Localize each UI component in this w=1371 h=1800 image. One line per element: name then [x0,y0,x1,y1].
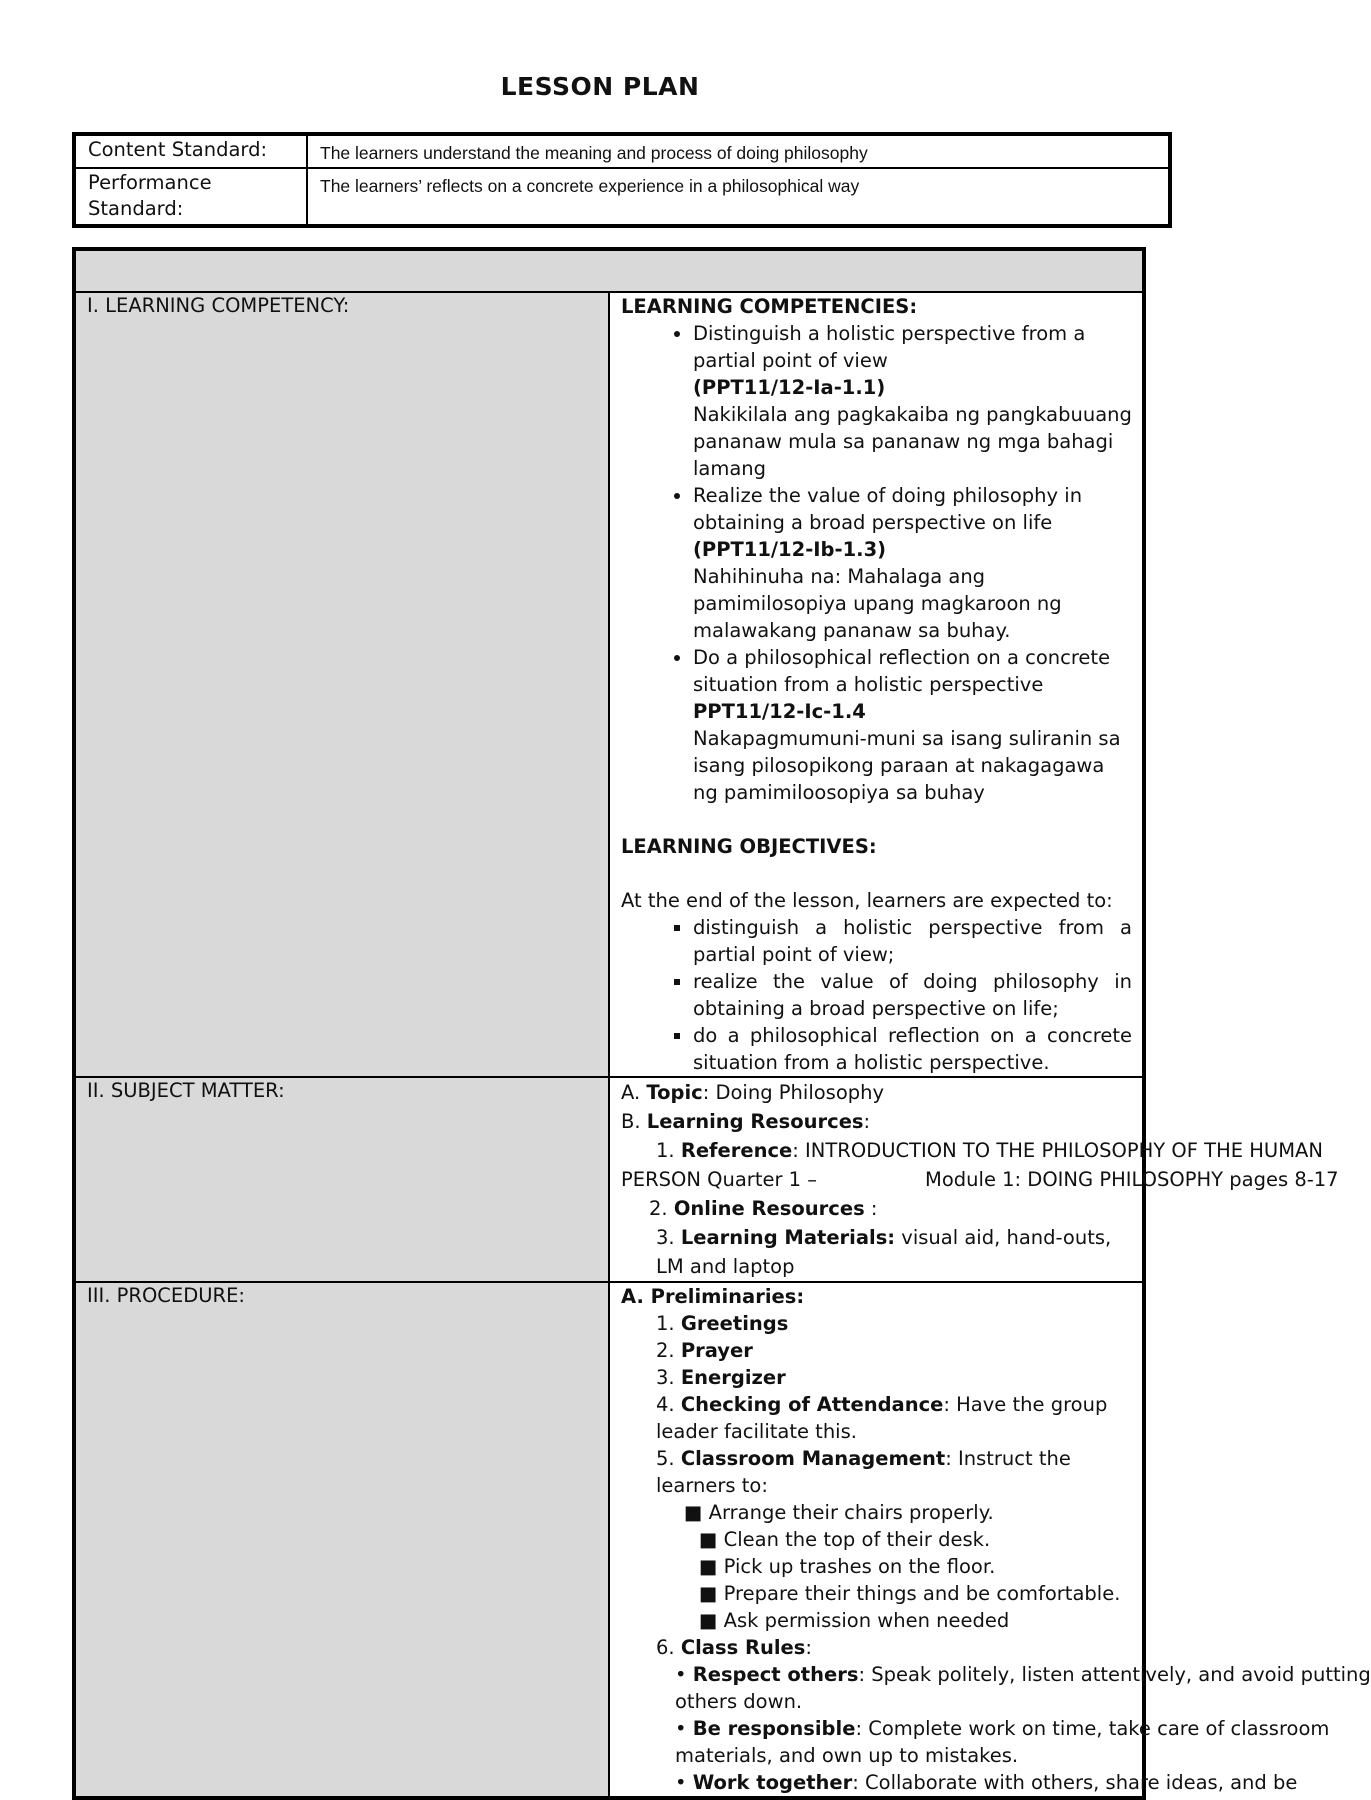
resources-label: Learning Resources [646,1110,864,1133]
objective-item: ▪ realize the value of doing philosophy in obtaining a broad perspective on life; [693,968,1132,1022]
competency-list [621,320,1132,806]
class-rule: • Be responsible: Complete work on time, take care of classroom [675,1717,1330,1740]
content-standard-row [74,134,1170,168]
performance-standard-row [74,168,1170,226]
reference-label: Reference [680,1139,793,1162]
objectives-heading: LEARNING OBJECTIVES: [621,835,877,858]
module-reference: Module 1: DOING PHILOSOPHY pages 8-17 [925,1168,1339,1191]
class-rule-continued: others down. [675,1690,803,1713]
class-rule: • Work together: Collaborate with others, share ideas, and be [675,1771,1298,1794]
content-standard-label: Content Standard: [74,134,307,168]
header-cell [74,249,1144,292]
management-item: ■ Prepare their things and be comfortable. [699,1582,1121,1605]
reference-line: 1. Reference: INTRODUCTION TO THE PHILOSOPHY OF THE HUMAN [656,1139,1323,1162]
materials-value: visual aid, hand-outs, LM and laptop [656,1226,1112,1278]
class-rule-continued: materials, and own up to mistakes. [675,1744,1019,1767]
online-resources-line: 2. Online Resources : [649,1197,878,1220]
objective-item: ▪ do a philosophical reflection on a concrete situation from a holistic perspective. [693,1022,1132,1076]
class-rules-heading: 6. Class Rules: [656,1636,812,1659]
management-item: ■ Ask permission when needed [699,1609,1010,1632]
competency-code: (PPT11/12-Ib-1.3) [693,538,887,561]
competency-code: PPT11/12-Ic-1.4 [693,700,866,723]
competency-filipino: Nakapagmumuni-muni sa isang suliranin sa isang pilosopikong paraan at nakagagawa ng pamimiloosopiya sa buhay [693,727,1121,804]
competency-text: • Distinguish a holistic perspective from a partial point of view [693,322,1086,372]
competency-item [693,644,1132,806]
competency-code: (PPT11/12-Ia-1.1) [693,376,886,399]
performance-standard-label: Performance Standard: [74,168,307,226]
topic-line: A. Topic: Doing Philosophy [621,1081,885,1104]
competency-filipino: Nakikilala ang pagkakaiba ng pangkabuuang pananaw mula sa pananaw ng mga bahagi lamang [693,403,1132,480]
procedure-step: 2. Prayer [656,1339,753,1362]
procedure-step: 5. Classroom Management: Instruct the learners to: [656,1447,1071,1497]
content-standard-value: The learners understand the meaning and process of doing philosophy [307,134,1170,168]
materials-line: 3. Learning Materials: visual aid, hand-outs, LM and laptop [656,1226,1112,1278]
competency-label: I. LEARNING COMPETENCY: [74,292,609,1077]
management-item: ■ Pick up trashes on the floor. [699,1555,996,1578]
procedure-label: III. PROCEDURE: [74,1282,609,1798]
objectives-list [621,914,1132,1076]
management-item: ■ Clean the top of their desk. [699,1528,991,1551]
procedure-content [609,1282,1371,1798]
competency-item [693,482,1132,644]
online-resources-label: Online Resources [673,1197,865,1220]
class-rule: • Respect others: Speak politely, listen attentively, and avoid putting [675,1663,1371,1686]
objectives-intro: At the end of the lesson, learners are expected to: [621,889,1113,912]
document-title: LESSON PLAN [500,72,700,101]
competencies-heading: LEARNING COMPETENCIES: [621,295,918,318]
materials-label: Learning Materials: [680,1226,896,1249]
performance-standard-value: The learners’ reflects on a concrete experience in a philosophical way [307,168,1170,226]
lesson-table-header [74,249,1144,292]
subject-matter-content [609,1077,1339,1282]
reference-value: : INTRODUCTION TO THE PHILOSOPHY OF THE HUMAN [792,1139,1323,1162]
preliminaries-heading: A. Preliminaries: [621,1285,805,1308]
management-item: ■ Arrange their chairs properly. [684,1501,994,1524]
competency-text: • Realize the value of doing philosophy in obtaining a broad perspective on life [693,484,1083,534]
subject-matter-label: II. SUBJECT MATTER: [74,1077,609,1282]
competency-content [609,292,1144,1077]
standards-table [72,132,1172,228]
procedure-step: 3. Energizer [656,1366,786,1389]
subject-matter-row [74,1077,1144,1282]
competency-filipino: Nahihinuha na: Mahalaga ang pamimilosopiya upang magkaroon ng malawakang pananaw sa buhay. [693,565,1062,642]
competency-item [693,320,1132,482]
lesson-table [72,247,1371,1800]
procedure-step: 1. Greetings [656,1312,789,1335]
reference-line-continued: PERSON Quarter 1 – Module 1: DOING PHILOSOPHY pages 8-17 [621,1168,1339,1191]
topic-label: Topic [646,1081,703,1104]
competency-text: • Do a philosophical reflection on a concrete situation from a holistic perspective [693,646,1111,696]
procedure-row [74,1282,1144,1798]
competency-row [74,292,1144,1077]
topic-value: : Doing Philosophy [702,1081,885,1104]
resources-line: B. Learning Resources: [621,1110,871,1133]
procedure-step: 4. Checking of Attendance: Have the group leader facilitate this. [656,1393,1108,1443]
objective-item: ▪ distinguish a holistic perspective from a partial point of view; [693,914,1132,968]
